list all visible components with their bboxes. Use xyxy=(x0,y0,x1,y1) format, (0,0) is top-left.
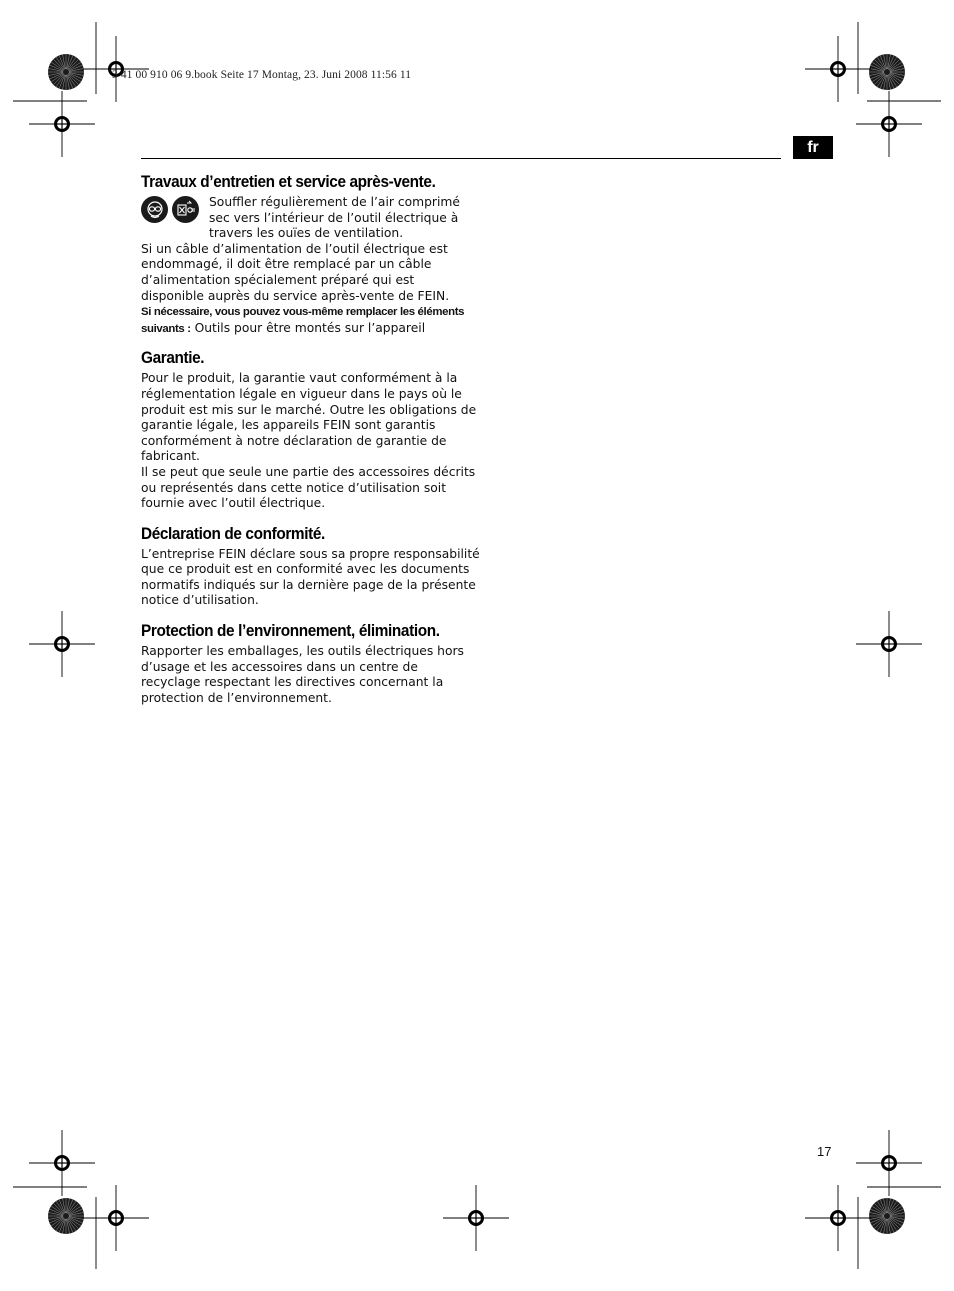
maintenance-icon-row xyxy=(141,195,481,242)
maintenance-section xyxy=(141,172,481,337)
warranty-section xyxy=(141,348,481,511)
maintenance-paragraph: Si un câble d’alimentation de l’outil électrique est endommagé, il doit être remplacé par un câble d’alimentation spécialement préparé qui est disponible auprès du service après-vente de FEIN. xyxy=(141,241,450,303)
unplug-before-maintenance-icon xyxy=(172,196,199,223)
warranty-heading: Garantie. xyxy=(141,349,205,368)
warranty-paragraph-1: Pour le produit, la garantie vaut conformément à la réglementation légale en vigueur dans le pays où le produit est mis sur le marché. Outre les obligations de garantie légale, les appareils FEIN sont garantis conformément à notre déclaration de garantie de fabricant. xyxy=(141,371,477,464)
page-number: 17 xyxy=(817,1144,832,1159)
environment-paragraph: Rapporter les emballages, les outils électriques hors d’usage et les accessoires dans un centre de recyclage respectant les directives concernant la protection de l’environnement. xyxy=(141,644,464,705)
conformity-section xyxy=(141,524,481,609)
safety-goggles-icon xyxy=(141,196,168,223)
conformity-paragraph: L’entreprise FEIN déclare sous sa propre responsabilité que ce produit est en conformité avec les documents normatifs indiqués sur la dernière page de la présente notice d’utilisation. xyxy=(141,546,480,608)
environment-heading: Protection de l’environnement, élimination. xyxy=(141,622,440,641)
maintenance-replace-paragraph xyxy=(141,304,481,337)
header-rule xyxy=(141,158,781,159)
content-column xyxy=(141,172,481,720)
warranty-paragraph-2: Il se peut que seule une partie des accessoires décrits ou représentés dans cette notice d’utilisation soit fournie avec l’outil électrique. xyxy=(141,464,476,511)
print-info: 3 41 00 910 06 9.book Seite 17 Montag, 23. Juni 2008 11:56 11 xyxy=(112,69,412,81)
icon-group xyxy=(141,195,199,223)
maintenance-icon-text: Souffler régulièrement de l’air comprimé sec vers l’intérieur de l’outil électrique à travers les ouïes de ventilation. xyxy=(209,195,460,241)
maintenance-heading: Travaux d’entretien et service après-vente. xyxy=(141,173,436,191)
replace-items: Outils pour être montés sur l’appareil xyxy=(190,320,426,335)
language-tab: fr xyxy=(793,136,833,159)
replace-lead: Si nécessaire, vous pouvez vous-même remplacer les éléments suivants : xyxy=(141,306,465,335)
conformity-heading: Déclaration de conformité. xyxy=(141,524,325,543)
environment-section xyxy=(141,621,481,706)
